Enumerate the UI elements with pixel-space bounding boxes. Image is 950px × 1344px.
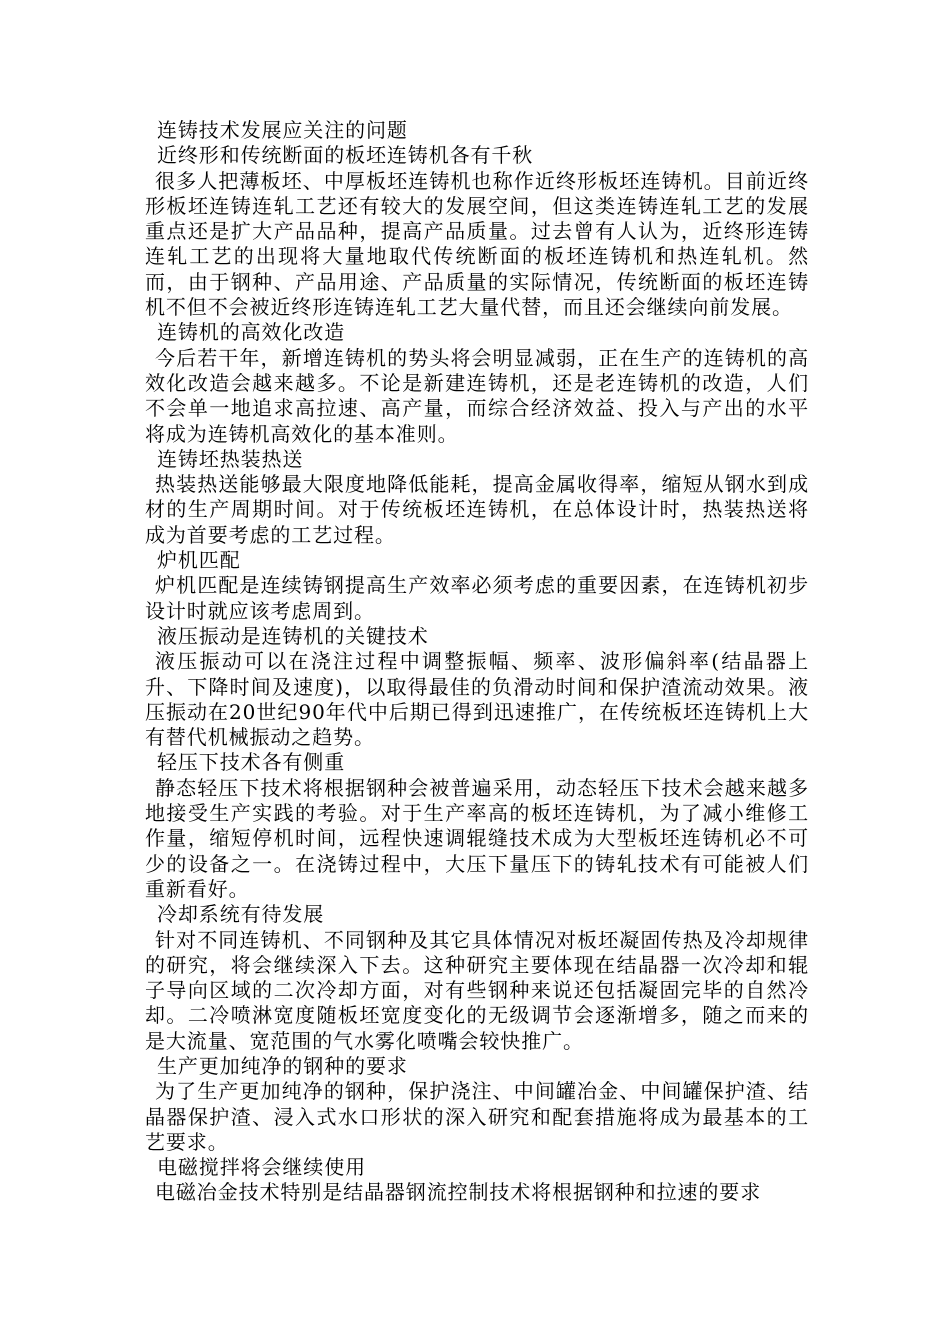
paragraph-electromagnetic-stirring: 电磁冶金技术特别是结晶器钢流控制技术将根据钢种和拉速的要求 (155, 1180, 762, 1205)
heading-hydraulic-oscillation: 液压振动是连铸机的关键技术 (157, 623, 429, 648)
heading-efficiency-upgrade: 连铸机的高效化改造 (157, 320, 346, 345)
heading-electromagnetic-stirring: 电磁搅拌将会继续使用 (157, 1155, 366, 1180)
paragraph-near-net-shape: 很多人把薄板坯、中厚板坯连铸机也称作近终形板坯连铸机。目前近终形板坯连铸连轧工艺还有较大的发展空间，但这类连铸连轧工艺的发展重点还是扩大产品品种，提高产品质量。过去曾有人认为，近终形连铸连轧工艺的出现将大量地取代传统断面的板坯连铸机和热连轧机。然而，由于钢种、产品用途、产品质量的实际情况，传统断面的板坯连铸机不但不会被近终形连铸连轧工艺大量代替，而且还会继续向前发展。 (145, 168, 809, 320)
paragraph-soft-reduction: 静态轻压下技术将根据钢种会被普遍采用，动态轻压下技术会越来越多地接受生产实践的考验。对于生产率高的板坯连铸机，为了减小维修工作量，缩短停机时间，远程快速调辊缝技术成为大型板坯连铸机必不可少的设备之一。在浇铸过程中，大压下量压下的铸轧技术有可能被人们重新看好。 (145, 775, 809, 901)
heading-furnace-matching: 炉机匹配 (157, 548, 241, 573)
document-page (145, 118, 809, 1206)
paragraph-hydraulic-oscillation: 液压振动可以在浇注过程中调整振幅、频率、波形偏斜率(结晶器上升、下降时间及速度)，以取得最佳的负滑动时间和保护渣流动效果。液压振动在20世纪90年代中后期已得到迅速推广，在传统板坯连铸机上大有替代机械振动之趋势。 (145, 649, 809, 750)
heading-near-net-shape: 近终形和传统断面的板坯连铸机各有千秋 (157, 143, 534, 168)
heading-clean-steel: 生产更加纯净的钢种的要求 (157, 1053, 408, 1078)
paragraph-efficiency-upgrade: 今后若干年，新增连铸机的势头将会明显减弱，正在生产的连铸机的高效化改造会越来越多。不论是新建连铸机，还是老连铸机的改造，人们不会单一地追求高拉速、高产量，而综合经济效益、投入与产出的水平将成为连铸机高效化的基本准则。 (145, 345, 809, 446)
heading-hot-charging: 连铸坯热装热送 (157, 446, 304, 471)
heading-cooling-system: 冷却系统有待发展 (157, 902, 325, 927)
paragraph-hot-charging: 热装热送能够最大限度地降低能耗，提高金属收得率，缩短从钢水到成材的生产周期时间。对于传统板坯连铸机，在总体设计时，热装热送将成为首要考虑的工艺过程。 (145, 472, 809, 547)
paragraph-clean-steel: 为了生产更加纯净的钢种，保护浇注、中间罐冶金、中间罐保护渣、结晶器保护渣、浸入式水口形状的深入研究和配套措施将成为最基本的工艺要求。 (145, 1079, 809, 1154)
paragraph-furnace-matching: 炉机匹配是连续铸钢提高生产效率必须考虑的重要因素，在连铸机初步设计时就应该考虑周到。 (145, 573, 809, 623)
heading-title: 连铸技术发展应关注的问题 (157, 118, 408, 142)
paragraph-cooling-system: 针对不同连铸机、不同钢种及其它具体情况对板坯凝固传热及冷却规律的研究，将会继续深入下去。这种研究主要体现在结晶器一次冷却和辊子导向区域的二次冷却方面，对有些钢种来说还包括凝固完毕的自然冷却。二冷喷淋宽度随板坯宽度变化的无级调节会逐渐增多，随之而来的是大流量、宽范围的气水雾化喷嘴会较快推广。 (145, 927, 809, 1053)
heading-soft-reduction: 轻压下技术各有侧重 (157, 750, 346, 775)
